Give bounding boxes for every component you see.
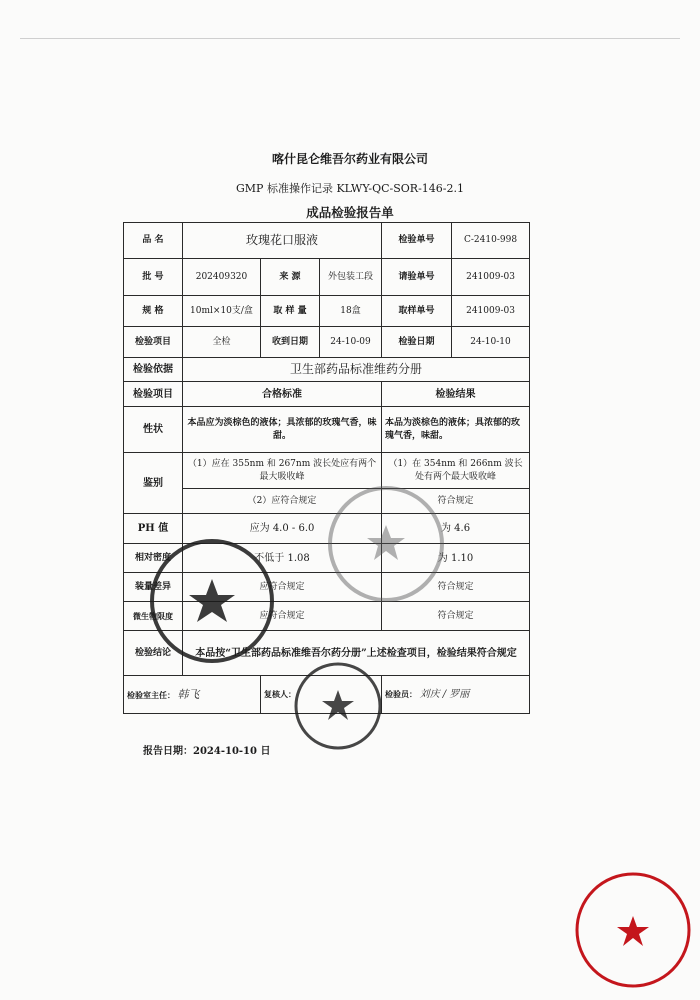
- table-row: [124, 382, 530, 407]
- identification-standard-1: （1）应在 355nm 和 267nm 波长处应有两个最大吸收峰: [183, 453, 382, 489]
- table-row: [124, 259, 530, 296]
- product-label: 品 名: [124, 223, 183, 259]
- request-no-label: 请验单号: [382, 259, 452, 296]
- product-value: 玫瑰花口服液: [183, 223, 382, 259]
- spec-label: 规 格: [124, 296, 183, 327]
- inspector-signature: 刘庆 / 罗丽: [419, 689, 470, 700]
- qa-seal-stamp: [573, 870, 693, 990]
- received-value: 24-10-09: [320, 327, 382, 358]
- density-result: 为 1.10: [382, 544, 530, 573]
- conclusion-text: 本品按“卫生部药品标准维吾尔药分册”上述检查项目，检验结果符合规定: [183, 631, 530, 676]
- batch-value: 202409320: [183, 259, 261, 296]
- table-row: [124, 676, 530, 714]
- items-label: 检验项目: [124, 327, 183, 358]
- table-row: [124, 489, 530, 514]
- received-label: 收到日期: [261, 327, 320, 358]
- batch-label: 批 号: [124, 259, 183, 296]
- density-standard: 不低于 1.08: [183, 544, 382, 573]
- test-date-value: 24-10-10: [452, 327, 530, 358]
- microbial-standard: 应符合规定: [183, 602, 382, 631]
- head-signature: 韩飞: [177, 687, 200, 701]
- table-row: [124, 514, 530, 544]
- request-no-value: 241009-03: [452, 259, 530, 296]
- inspection-report-table: [123, 222, 529, 738]
- report-date: 报告日期：2024-10-10 日: [143, 746, 271, 757]
- appearance-result: 本品为淡棕色的液体；具浓郁的玫瑰气香，味甜。: [382, 407, 530, 453]
- appearance-item: 性状: [124, 407, 183, 453]
- results-standard-header: 合格标准: [183, 382, 382, 407]
- table-row: [124, 602, 530, 631]
- table-row: [124, 573, 530, 602]
- density-item: 相对密度: [124, 544, 183, 573]
- inspector-label: 检验员：: [385, 689, 418, 699]
- table-row: [124, 407, 530, 453]
- report-no-label: 检验单号: [382, 223, 452, 259]
- identification-item: 鉴别: [124, 453, 183, 514]
- reviewer-label: 复核人：: [264, 689, 296, 699]
- spec-value: 10ml×10支/盒: [183, 296, 261, 327]
- sample-qty-value: 18盒: [320, 296, 382, 327]
- fill-item: 装量差异: [124, 573, 183, 602]
- company-name: 喀什昆仑维吾尔药业有限公司: [271, 152, 428, 166]
- sample-qty-label: 取 样 量: [261, 296, 320, 327]
- ph-result: 为 4.6: [382, 514, 530, 544]
- conclusion-label: 检验结论: [124, 631, 183, 676]
- inspector-signature-cell: [382, 676, 530, 714]
- form-title: 成品检验报告单: [306, 205, 394, 220]
- table-row: [124, 296, 530, 327]
- basis-value: 卫生部药品标准维药分册: [183, 358, 530, 382]
- table-row: [124, 544, 530, 573]
- appearance-standard: 本品应为淡棕色的液体；具浓郁的玫瑰气香，味甜。: [183, 407, 382, 453]
- basis-label: 检验依据: [124, 358, 183, 382]
- ph-item: PH 值: [124, 514, 183, 544]
- head-label: 检验室主任：: [127, 689, 175, 700]
- reviewer-signature-cell: [261, 676, 382, 714]
- fill-standard: 应符合规定: [183, 573, 382, 602]
- table-row: [124, 453, 530, 489]
- fill-result: 符合规定: [382, 573, 530, 602]
- scan-edge-line: [20, 38, 680, 39]
- table-row: [124, 223, 530, 259]
- sample-no-value: 241009-03: [452, 296, 530, 327]
- microbial-result: 符合规定: [382, 602, 530, 631]
- head-signature-cell: [124, 676, 261, 714]
- table-row: [124, 631, 530, 676]
- items-value: 全检: [183, 327, 261, 358]
- source-value: 外包装工段: [320, 259, 382, 296]
- test-date-label: 检验日期: [382, 327, 452, 358]
- identification-standard-2: （2）应符合规定: [183, 489, 382, 514]
- gmp-record-code: GMP 标准操作记录 KLWY-QC-SOR-146-2.1: [236, 182, 464, 195]
- table-row: [124, 327, 530, 358]
- identification-result-2: 符合规定: [382, 489, 530, 514]
- identification-result-1: （1）在 354nm 和 266nm 波长处有两个最大吸收峰: [382, 453, 530, 489]
- sample-no-label: 取样单号: [382, 296, 452, 327]
- results-result-header: 检验结果: [382, 382, 530, 407]
- source-label: 来 源: [261, 259, 320, 296]
- ph-standard: 应为 4.0 - 6.0: [183, 514, 382, 544]
- microbial-item: 微生物限度: [124, 602, 183, 631]
- results-item-header: 检验项目: [124, 382, 183, 407]
- report-no-value: C-2410-998: [452, 223, 530, 259]
- table-row: [124, 358, 530, 382]
